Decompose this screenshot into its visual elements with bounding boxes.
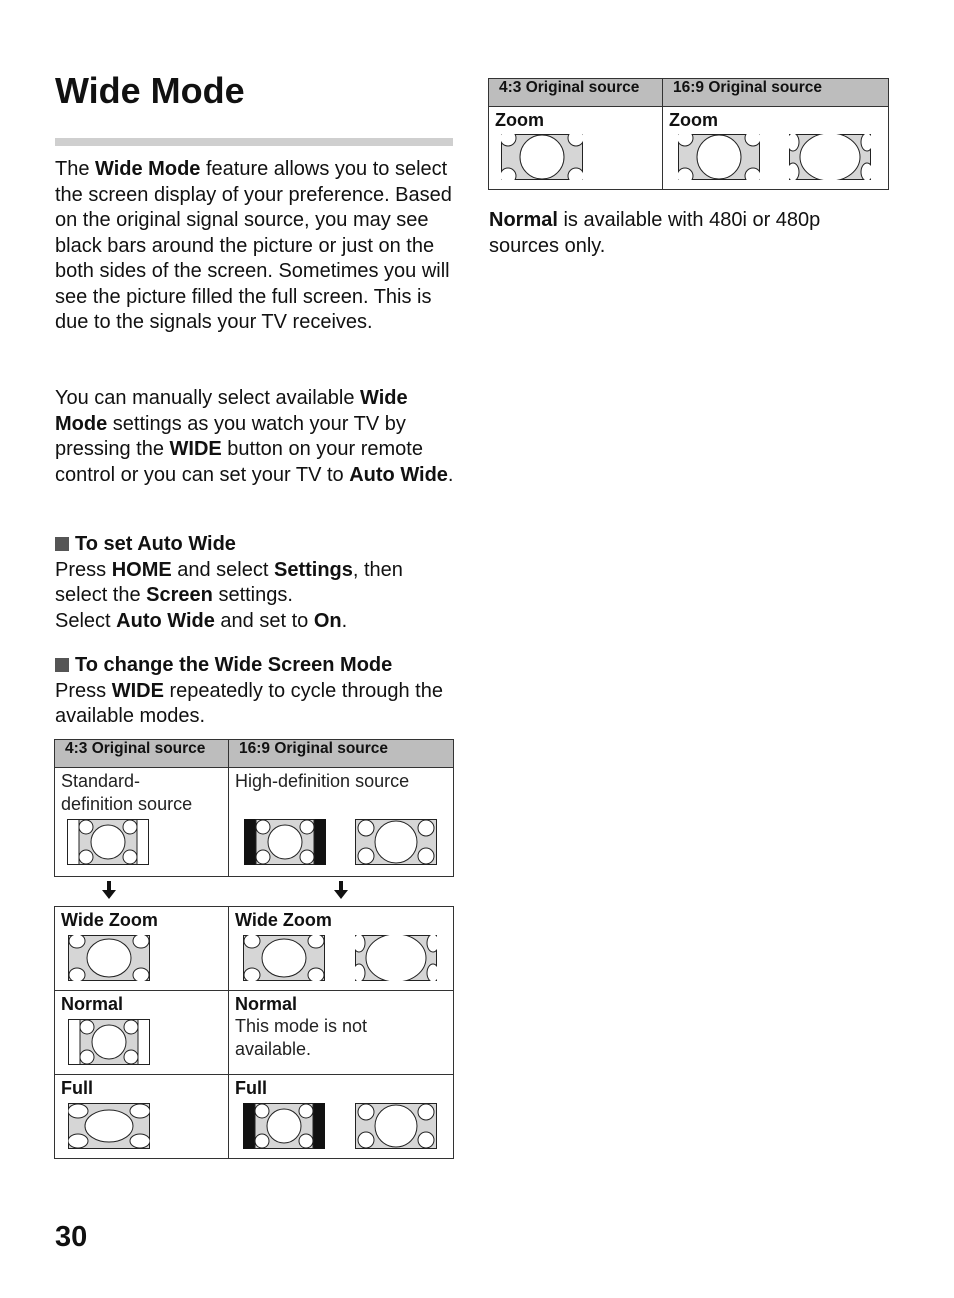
zoomed-169-screen-icon xyxy=(789,134,871,180)
mode-label: Zoom xyxy=(669,110,718,130)
change-mode-heading: To change the Wide Screen Mode xyxy=(55,653,455,679)
full-screen-icon xyxy=(68,1103,150,1149)
intro-paragraph-1: The Wide Mode feature allows you to select the screen display of your preference. Based on the original signal source, you may see black bars around the picture or just on the both sides of the screen. Sometimes you will see the picture filled the full screen. This is due to the signals your TV receives. xyxy=(55,158,452,333)
mode-label: Full xyxy=(235,1078,267,1098)
change-mode-instructions: Press WIDE repeatedly to cycle through the available modes. xyxy=(55,679,443,727)
source-cell-sd xyxy=(55,768,229,877)
intro-paragraph-2: You can manually select available Wide Mode settings as you watch your TV by pressing the WIDE button on your remote control or you can set your TV to Auto Wide. xyxy=(55,387,454,486)
full-169-screen-icon xyxy=(355,819,437,865)
source-table xyxy=(54,739,454,877)
change-mode-section xyxy=(55,653,455,730)
auto-wide-heading: To set Auto Wide xyxy=(55,532,455,558)
zoom-screen-icon xyxy=(501,134,583,180)
zoomed-169-screen-icon xyxy=(355,935,437,981)
header-4-3: 4:3 Original source xyxy=(55,740,229,768)
mode-label: Zoom xyxy=(495,110,544,130)
page-number: 30 xyxy=(55,1221,88,1253)
auto-wide-instructions: Press HOME and select Settings, then select the Screen settings. xyxy=(55,558,403,606)
sd-source-label: Standard- definition source xyxy=(61,771,193,814)
bullet-square-icon xyxy=(55,537,69,551)
mode-cell-normal-169 xyxy=(229,991,454,1075)
mode-label: Normal xyxy=(235,994,298,1014)
source-cell-hd xyxy=(229,768,454,877)
header-4-3: 4:3 Original source xyxy=(489,79,663,107)
normal-screen-icon xyxy=(68,1019,150,1065)
down-arrow-icon xyxy=(102,881,116,899)
wide-zoom-screen-icon xyxy=(68,935,150,981)
mode-cell-full-169 xyxy=(229,1075,454,1159)
mode-label: Wide Zoom xyxy=(61,910,158,930)
mode-cell-full-43 xyxy=(55,1075,229,1159)
bullet-square-icon xyxy=(55,658,69,672)
header-16-9: 16:9 Original source xyxy=(229,740,454,768)
auto-wide-set: Select Auto Wide and set to On. xyxy=(55,609,348,632)
mode-label: Normal xyxy=(61,994,124,1014)
wide-zoom-screen-icon xyxy=(243,935,325,981)
mode-label: Wide Zoom xyxy=(235,910,332,930)
title-rule xyxy=(55,138,453,146)
full-169-screen-icon xyxy=(355,1103,437,1149)
mode-cell-wide-zoom-169 xyxy=(229,907,454,991)
mode-cell-normal-43 xyxy=(55,991,229,1075)
normal-note: Normal is available with 480i or 480p sources only. xyxy=(489,209,821,257)
auto-wide-section xyxy=(55,532,455,634)
modes-table xyxy=(54,906,454,1159)
pillarbox-black-screen-icon xyxy=(244,819,326,865)
hd-source-label: High-definition source xyxy=(235,771,410,791)
zoom-screen-icon xyxy=(678,134,760,180)
pillarbox-4-3-screen-icon xyxy=(67,819,149,865)
mode-cell-wide-zoom-43 xyxy=(55,907,229,991)
pillarbox-black-screen-icon xyxy=(243,1103,325,1149)
mode-note: This mode is not available. xyxy=(235,1016,368,1059)
zoom-table xyxy=(488,78,889,190)
zoom-cell-169 xyxy=(663,107,889,190)
mode-label: Full xyxy=(61,1078,93,1098)
zoom-cell-43 xyxy=(489,107,663,190)
page-title: Wide Mode xyxy=(55,70,245,111)
header-16-9: 16:9 Original source xyxy=(663,79,889,107)
down-arrow-icon xyxy=(334,881,348,899)
